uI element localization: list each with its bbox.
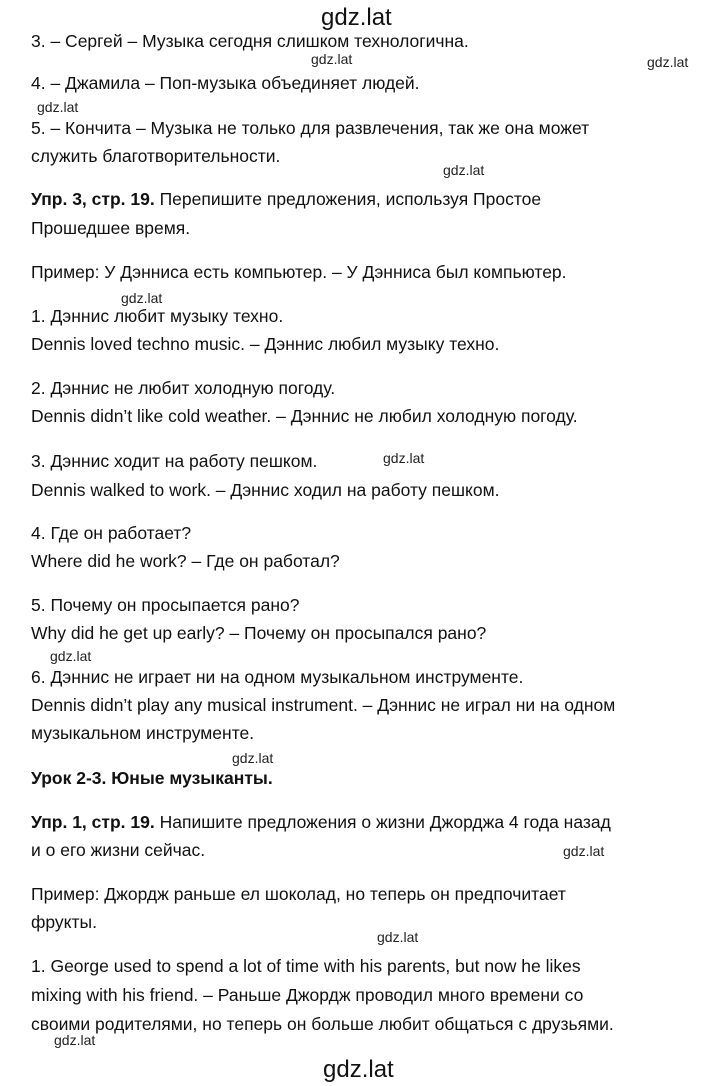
text-line: Прошедшее время. — [31, 218, 191, 238]
watermark: gdz.lat — [563, 843, 605, 859]
text-line: Dennis loved techno music. – Дэннис любил музыку техно. — [31, 334, 500, 354]
text-line: 3. Дэннис ходит на работу пешком. — [31, 451, 318, 471]
watermark: gdz.lat — [383, 450, 425, 466]
watermark: gdz.lat — [232, 750, 274, 766]
text-line: 5. Почему он просыпается рано? — [31, 595, 300, 615]
watermark: gdz.lat — [121, 290, 163, 306]
text-line: 5. – Кончита – Музыка не только для развлечения, так же она может — [31, 118, 590, 138]
text-line: 2. Дэннис не любит холодную погоду. — [31, 378, 336, 398]
text-line: Dennis didn’t like cold weather. – Дэннис не любил холодную погоду. — [31, 406, 578, 426]
lesson-heading: Урок 2-3. Юные музыканты. — [31, 768, 273, 788]
text-line: 3. – Сергей – Музыка сегодня слишком технологична. — [31, 31, 469, 51]
exercise-label: Упр. 1, стр. 19. — [31, 812, 155, 832]
watermark: gdz.lat — [311, 51, 353, 67]
text-line: служить благотворительности. — [31, 146, 281, 166]
text-line: 1. Дэннис любит музыку техно. — [31, 306, 284, 326]
exercise-3-heading — [31, 188, 541, 210]
watermark: gdz.lat — [443, 162, 485, 178]
text-line: своими родителями, но теперь он больше любит общаться с друзьями. — [31, 1014, 614, 1034]
text-line: Why did he get up early? – Почему он просыпался рано? — [31, 623, 487, 643]
watermark-bottom: gdz.lat — [323, 1056, 394, 1083]
exercise-label: Упр. 3, стр. 19. — [31, 189, 155, 209]
exercise-task: Напишите предложения о жизни Джорджа 4 года назад — [159, 812, 611, 832]
example-line: Пример: Джордж раньше ел шоколад, но теперь он предпочитает — [31, 884, 566, 904]
text-line: музыкальном инструменте. — [31, 723, 255, 743]
text-line: 4. Где он работает? — [31, 523, 192, 543]
watermark: gdz.lat — [377, 929, 419, 945]
text-line: и о его жизни сейчас. — [31, 840, 206, 860]
watermark: gdz.lat — [37, 99, 79, 115]
watermark: gdz.lat — [647, 54, 689, 70]
text-line: Dennis walked to work. – Дэннис ходил на работу пешком. — [31, 480, 500, 500]
exercise-task: Перепишите предложения, используя Простое — [159, 189, 542, 209]
watermark: gdz.lat — [54, 1032, 96, 1048]
text-line: Dennis didn’t play any musical instrument. – Дэннис не играл ни на одном — [31, 695, 616, 715]
text-line: фрукты. — [31, 912, 97, 932]
text-line: 6. Дэннис не играет ни на одном музыкальном инструменте. — [31, 667, 524, 687]
watermark-top: gdz.lat — [321, 4, 392, 31]
text-line: 1. George used to spend a lot of time with his parents, but now he likes — [31, 956, 581, 976]
exercise-1-heading — [31, 811, 611, 833]
text-line: 4. – Джамила – Поп-музыка объединяет людей. — [31, 73, 420, 93]
text-line: mixing with his friend. – Раньше Джордж проводил много времени со — [31, 985, 584, 1005]
watermark: gdz.lat — [50, 648, 92, 664]
text-line: Where did he work? – Где он работал? — [31, 551, 340, 571]
example-line: Пример: У Дэнниса есть компьютер. – У Дэнниса был компьютер. — [31, 262, 567, 282]
